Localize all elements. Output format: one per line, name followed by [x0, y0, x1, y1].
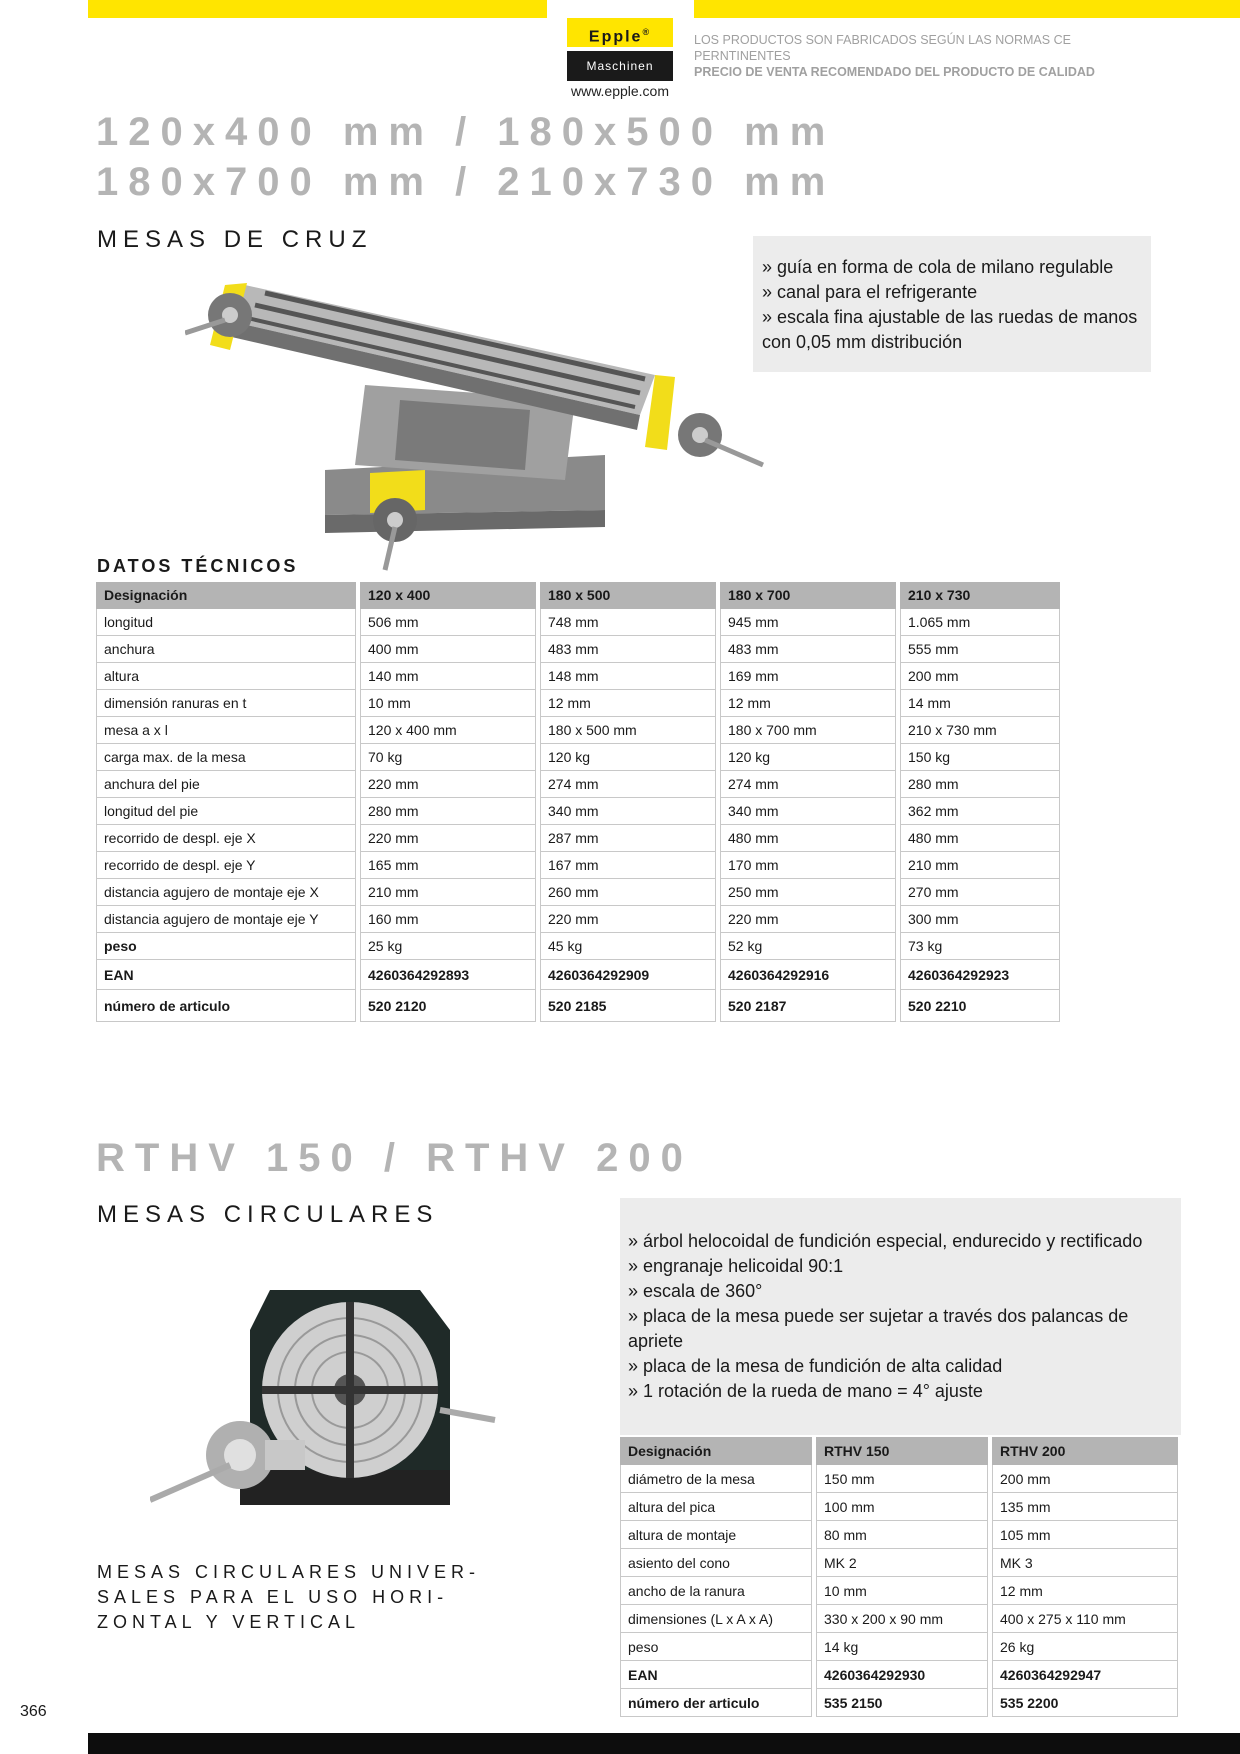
top-accent-bar-right [694, 0, 1240, 18]
cross-table-cell: 480 mm [720, 825, 896, 852]
cross-table-cell: 12 mm [720, 690, 896, 717]
section1-heading-line-2: 180x700 mm / 210x730 mm [96, 160, 836, 204]
ce-notice [694, 32, 1114, 80]
cross-table-cell: dimensión ranuras en t [96, 690, 356, 717]
rotary-table-cell: altura del pica [620, 1493, 812, 1521]
cross-table-cell: 70 kg [360, 744, 536, 771]
section1-feature-box [753, 236, 1151, 372]
top-accent-bar-left [88, 0, 547, 18]
cross-table-cell: distancia agujero de montaje eje X [96, 879, 356, 906]
cross-table-cell: 274 mm [540, 771, 716, 798]
rotary-table-cell: 100 mm [816, 1493, 988, 1521]
rotary-table-cell: 105 mm [992, 1521, 1178, 1549]
cross-table-cell: 120 kg [720, 744, 896, 771]
feature-item: » canal para el refrigerante [762, 282, 978, 302]
cross-table-cell: altura [96, 663, 356, 690]
cross-table-cell: 10 mm [360, 690, 536, 717]
cross-table-header-cell: Designación [96, 582, 356, 609]
cross-table-cell: 160 mm [360, 906, 536, 933]
cross-table-cell: distancia agujero de montaje eje Y [96, 906, 356, 933]
cross-table-cell: 169 mm [720, 663, 896, 690]
rotary-table-cell: 200 mm [992, 1465, 1178, 1493]
cross-table-cell: peso [96, 933, 356, 960]
cross-table-cell: 520 2187 [720, 990, 896, 1022]
feature-item: » árbol helocoidal de fundición especial, endurecido y rectificado [628, 1231, 1143, 1251]
cross-table-cell: longitud [96, 609, 356, 636]
cross-table-cell: 287 mm [540, 825, 716, 852]
cross-table-cell: 400 mm [360, 636, 536, 663]
cross-table-cell: 506 mm [360, 609, 536, 636]
cross-table-cell: 520 2120 [360, 990, 536, 1022]
section2-title: MESAS CIRCULARES [97, 1201, 439, 1228]
feature-item: » engranaje helicoidal 90:1 [628, 1256, 844, 1276]
cross-table-cell: 200 mm [900, 663, 1060, 690]
rotary-table-cell: 400 x 275 x 110 mm [992, 1605, 1178, 1633]
rotary-table-cell: MK 2 [816, 1549, 988, 1577]
cross-table-cell: 165 mm [360, 852, 536, 879]
cross-table-cell: 4260364292909 [540, 960, 716, 990]
cross-table-cell: 220 mm [360, 771, 536, 798]
feature-item: » escala fina ajustable de las ruedas de manos con 0,05 mm distribución [762, 307, 1138, 352]
cross-table-cell: 280 mm [360, 798, 536, 825]
cross-table-cell: recorrido de despl. eje Y [96, 852, 356, 879]
cross-table-cell: 4260364292893 [360, 960, 536, 990]
cross-table-cell: 555 mm [900, 636, 1060, 663]
cross-table-cell: 280 mm [900, 771, 1060, 798]
cross-table-column [900, 582, 1060, 1022]
feature-item: » escala de 360° [628, 1281, 763, 1301]
feature-item: » guía en forma de cola de milano regulable [762, 257, 1114, 277]
page-number: 366 [20, 1703, 47, 1720]
cross-table-cell: 300 mm [900, 906, 1060, 933]
cross-table-cell: 340 mm [540, 798, 716, 825]
cross-table-cell: 170 mm [720, 852, 896, 879]
side-title-strip [0, 0, 88, 1754]
rotary-table-specs [620, 1437, 1178, 1717]
cross-table-cell: 25 kg [360, 933, 536, 960]
rotary-table-image [150, 1270, 500, 1525]
cross-table-cell: 250 mm [720, 879, 896, 906]
cross-table-image [185, 265, 785, 575]
cross-table-cell: 180 x 500 mm [540, 717, 716, 744]
rotary-table-cell: MK 3 [992, 1549, 1178, 1577]
cross-table-cell: 45 kg [540, 933, 716, 960]
cross-table-cell: EAN [96, 960, 356, 990]
rotary-table-cell: 80 mm [816, 1521, 988, 1549]
rotary-table-cell: 135 mm [992, 1493, 1178, 1521]
rotary-table-column [816, 1437, 988, 1717]
rotary-table-cell: 150 mm [816, 1465, 988, 1493]
cross-table-cell: anchura [96, 636, 356, 663]
logo-url[interactable]: www.epple.com [570, 83, 670, 99]
rotary-table-cell: 330 x 200 x 90 mm [816, 1605, 988, 1633]
section1-heading-line-1: 120x400 mm / 180x500 mm [96, 110, 836, 154]
rotary-table-cell: 4260364292930 [816, 1661, 988, 1689]
feature-item: » 1 rotación de la rueda de mano = 4° ajuste [628, 1381, 983, 1401]
logo-brand: Epple® [567, 18, 673, 47]
rotary-table-cell: EAN [620, 1661, 812, 1689]
cross-table-cell: longitud del pie [96, 798, 356, 825]
rotary-table-cell: 14 kg [816, 1633, 988, 1661]
cross-table-cell: 362 mm [900, 798, 1060, 825]
cross-table-cell: 270 mm [900, 879, 1060, 906]
cross-table-cell: 12 mm [540, 690, 716, 717]
cross-table-cell: 150 kg [900, 744, 1060, 771]
rotary-table-cell: 26 kg [992, 1633, 1178, 1661]
cross-table-cell: 340 mm [720, 798, 896, 825]
cross-table-column [720, 582, 896, 1022]
rotary-table-cell: dimensiones (L x A x A) [620, 1605, 812, 1633]
cross-table-cell: 260 mm [540, 879, 716, 906]
cross-table-cell: 483 mm [720, 636, 896, 663]
feature-item: » placa de la mesa puede ser sujetar a través dos palancas de apriete [628, 1306, 1129, 1351]
cross-table-cell: 520 2210 [900, 990, 1060, 1022]
rotary-table-cell: número der articulo [620, 1689, 812, 1717]
cross-table-cell: 748 mm [540, 609, 716, 636]
rotary-table-header-cell: RTHV 150 [816, 1437, 988, 1465]
rotary-table-cell: 12 mm [992, 1577, 1178, 1605]
cross-table-cell: 4260364292916 [720, 960, 896, 990]
epple-logo[interactable] [567, 18, 673, 99]
cross-table-cell: 4260364292923 [900, 960, 1060, 990]
cross-table-cell: 210 mm [900, 852, 1060, 879]
cross-table-header-cell: 120 x 400 [360, 582, 536, 609]
logo-subbrand: Maschinen [567, 51, 673, 81]
cross-table-cell: 148 mm [540, 663, 716, 690]
rotary-table-cell: diámetro de la mesa [620, 1465, 812, 1493]
rotary-table-header-cell: RTHV 200 [992, 1437, 1178, 1465]
section2-caption: MESAS CIRCULARES UNIVER-SALES PARA EL USO HORI-ZONTAL Y VERTICAL [97, 1562, 481, 1632]
cross-table-cell: 167 mm [540, 852, 716, 879]
bottom-bar [88, 1733, 1240, 1754]
cross-table-cell: 945 mm [720, 609, 896, 636]
side-title [86, 0, 88, 1754]
cross-table-column [96, 582, 356, 1022]
rotary-table-cell: 535 2200 [992, 1689, 1178, 1717]
rotary-table-cell: altura de montaje [620, 1521, 812, 1549]
cross-table-cell: 73 kg [900, 933, 1060, 960]
rotary-table-cell: ancho de la ranura [620, 1577, 812, 1605]
specs-heading: DATOS TÉCNICOS [97, 556, 299, 576]
cross-table-cell: 520 2185 [540, 990, 716, 1022]
cross-table-header-cell: 180 x 500 [540, 582, 716, 609]
cross-table-cell: mesa a x l [96, 717, 356, 744]
cross-table-header-cell: 210 x 730 [900, 582, 1060, 609]
rotary-table-column [992, 1437, 1178, 1717]
notice-line-2: PRECIO DE VENTA RECOMENDADO DEL PRODUCTO DE CALIDAD [694, 65, 1095, 79]
rotary-table-cell: 4260364292947 [992, 1661, 1178, 1689]
cross-table-column [360, 582, 536, 1022]
cross-table-cell: 480 mm [900, 825, 1060, 852]
cross-table-cell: 210 x 730 mm [900, 717, 1060, 744]
cross-table-cell: 120 x 400 mm [360, 717, 536, 744]
cross-table-cell: número de articulo [96, 990, 356, 1022]
cross-table-header-cell: 180 x 700 [720, 582, 896, 609]
rotary-table-header-cell: Designación [620, 1437, 812, 1465]
cross-table-cell: 220 mm [540, 906, 716, 933]
cross-table-cell: 180 x 700 mm [720, 717, 896, 744]
section2-heading: RTHV 150 / RTHV 200 [96, 1136, 693, 1180]
cross-table-cell: 52 kg [720, 933, 896, 960]
cross-table-cell: carga max. de la mesa [96, 744, 356, 771]
cross-table-cell: 14 mm [900, 690, 1060, 717]
section1-title: MESAS DE CRUZ [97, 226, 373, 253]
cross-table-cell: 140 mm [360, 663, 536, 690]
cross-table-cell: 274 mm [720, 771, 896, 798]
cross-table-cell: 210 mm [360, 879, 536, 906]
rotary-table-column [620, 1437, 812, 1717]
cross-table-cell: 220 mm [720, 906, 896, 933]
cross-table-cell: 1.065 mm [900, 609, 1060, 636]
rotary-table-cell: asiento del cono [620, 1549, 812, 1577]
cross-table-cell: 120 kg [540, 744, 716, 771]
feature-item: » placa de la mesa de fundición de alta calidad [628, 1356, 1003, 1376]
cross-table-cell: 220 mm [360, 825, 536, 852]
cross-table-cell: anchura del pie [96, 771, 356, 798]
cross-table-specs [96, 582, 1060, 1022]
rotary-table-cell: 535 2150 [816, 1689, 988, 1717]
cross-table-cell: recorrido de despl. eje X [96, 825, 356, 852]
notice-line-1: LOS PRODUCTOS SON FABRICADOS SEGÚN LAS NORMAS CE PERNTINENTES [694, 33, 1071, 63]
section2-feature-box [620, 1198, 1181, 1435]
rotary-table-cell: 10 mm [816, 1577, 988, 1605]
cross-table-column [540, 582, 716, 1022]
rotary-table-cell: peso [620, 1633, 812, 1661]
cross-table-cell: 483 mm [540, 636, 716, 663]
